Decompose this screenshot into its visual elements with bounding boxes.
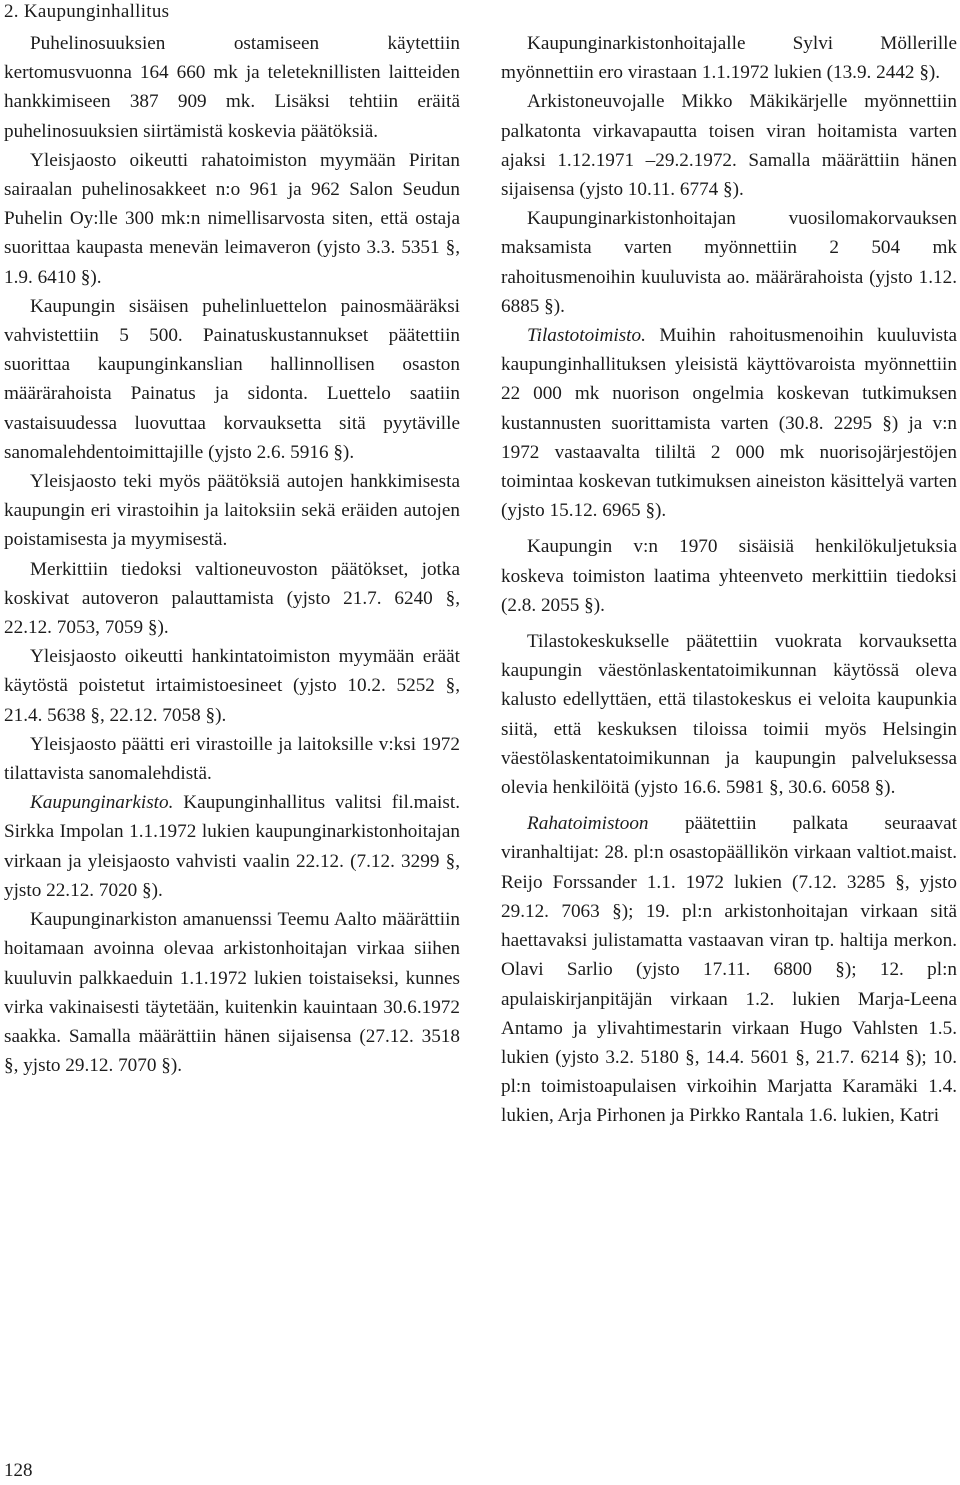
paragraph	[4, 146, 460, 292]
paragraph-text: Yleisjaosto oikeutti rahatoimiston myymään Piritan sairaalan puhelinosakkeet n:o 961 ja 962 Salon Seudun Puhelin Oy:lle 300 mk:n nimellisarvosta siten, että ostaja suorittaa kaupasta menevän leimaveron (yjsto 3.3. 5351 §, 1.9. 6410 §).	[4, 149, 460, 288]
running-head: 2. Kaupunginhallitus	[4, 1, 170, 22]
paragraph	[501, 87, 957, 204]
paragraph-text: Kaupunginhallitus valitsi fil.maist. Sirkka Impolan 1.1.1972 lukien kaupunginarkistonhoitajan virkaan ja yleisjaosto vahvisti vaalin 22.12. (7.12. 3299 §, yjsto 22.12. 7020 §).	[4, 792, 460, 901]
paragraph-text: Muihin rahoitusmenoihin kuuluvista kaupunginhallituksen yleisistä käyttövaroista myönnettiin 22 000 mk nuorison ongelmia koskevan tutkimuksen kustannusten suorittamista varten (30.8. 2295 §) ja v:n 1972 vastaavalta tililtä 2 000 mk nuorisojärjestöjen toimintaa koskevan tutkimuksen aineiston käsittelyä varten (yjsto 15.12. 6965 §).	[501, 325, 957, 522]
paragraph-lead: Tilastotoimisto.	[527, 325, 646, 347]
paragraph-text: Kaupungin v:n 1970 sisäisiä henkilökuljetuksia koskeva toimiston laatima yhteenveto merkittiin tiedoksi (2.8. 2055 §).	[501, 536, 957, 616]
paragraph	[4, 788, 460, 905]
right-column	[501, 22, 957, 1131]
paragraph-text: Yleisjaosto teki myös päätöksiä autojen hankkimisesta kaupungin eri virastoihin ja laitoksiin sekä eräiden autojen poistamisesta ja myymisestä.	[4, 471, 460, 551]
paragraph-lead: Rahatoimistoon	[527, 813, 649, 835]
paragraph-text: Kaupunginarkistonhoitajan vuosilomakorvauksen maksamista varten myönnettiin 2 504 mk rahoitusmenoihin kuuluvista ao. määrärahoista (yjsto 1.12. 6885 §).	[501, 208, 957, 317]
paragraph	[4, 905, 460, 1080]
paragraph	[501, 321, 957, 525]
paragraph	[4, 642, 460, 730]
paragraph-text: Kaupunginarkiston amanuenssi Teemu Aalto määrättiin hoitamaan avoinna olevaa arkistonhoitajan virkaa siihen kuuluvin palkkaeduin 1.1.1972 lukien toistaiseksi, kunnes virka vakinaisesti täytetään, kuitenkin kauintaan 30.6.1972 saakka. Samalla määrättiin hänen sijaisensa (27.12. 3518 §, yjsto 29.12. 7070 §).	[4, 909, 460, 1077]
paragraph	[501, 627, 957, 802]
paragraph-text: Merkittiin tiedoksi valtioneuvoston päätökset, jotka koskivat autoveron palauttamista (yjsto 21.7. 6240 §, 22.12. 7053, 7059 §).	[4, 558, 460, 639]
left-column	[4, 22, 460, 1080]
paragraph	[501, 809, 957, 1130]
paragraph	[501, 204, 957, 321]
paragraph	[4, 467, 460, 555]
paragraph-text: päätettiin palkata seuraavat viranhaltijat: 28. pl:n osastopäällikön virkaan valtiot.maist. Reijo Forssander 1.1. 1972 lukien (7.12. 3285 §, yjsto 29.12. 7063 §); 19. pl:n arkistonhoitajan virkaan sitä haettavaksi julistamatta vastaavan viran tp. haltija merkon. Olavi Sarlio (yjsto 17.11. 6800 §); 12. pl:n apulaiskirjanpitäjän virkaan 1.2. lukien Marja-Leena Antamo ja ylivahtimestarin virkaan Hugo Vahlsten 1.5. lukien (yjsto 3.2. 5180 §, 14.4. 5601 §, 21.7. 6214 §); 10. pl:n toimistoapulaisen virkoihin Marjatta Karamäki 1.4. lukien, Arja Pirhonen ja Pirkko Rantala 1.6. lukien, Katri	[501, 813, 957, 1127]
paragraph-text: Kaupunginarkistonhoitajalle Sylvi Möllerille myönnettiin ero virastaan 1.1.1972 lukien (13.9. 2442 §).	[501, 33, 957, 84]
paragraph	[4, 292, 460, 467]
paragraph	[4, 29, 460, 146]
paragraph-text: Yleisjaosto oikeutti hankintatoimiston myymään eräät käytöstä poistetut irtaimistoesineet (yjsto 10.2. 5252 §, 21.4. 5638 §, 22.12. 7058 §).	[4, 646, 460, 726]
paragraph-text: Puhelinosuuksien ostamiseen käytettiin kertomusvuonna 164 660 mk ja teleteknillisten laitteiden hankkimiseen 387 909 mk. Lisäksi tehtiin eräitä puhelinosuuksien siirtämistä koskevia päätöksiä.	[4, 33, 460, 142]
paragraph	[501, 532, 957, 620]
paragraph-text: Arkistoneuvojalle Mikko Mäkikärjelle myönnettiin palkatonta virkavapautta toisen viran hoitamista varten ajaksi 1.12.1971 –29.2.1972. Samalla määrättiin hänen sijaisensa (yjsto 10.11. 6774 §).	[501, 91, 957, 201]
paragraph-lead: Kaupunginarkisto.	[30, 792, 174, 814]
paragraph-text: Kaupungin sisäisen puhelinluettelon painosmääräksi vahvistettiin 5 500. Painatuskustannukset päätettiin suorittaa kaupunginkanslian hallinnollisen osaston määrärahoista Painatus ja sidonta. Luettelo saatiin vastaisuudessa luovuttaa korvauksetta sitä pyytäville sanomalehdentoimittajille (yjsto 2.6. 5916 §).	[4, 295, 460, 463]
paragraph-text: Yleisjaosto päätti eri virastoille ja laitoksille v:ksi 1972 tilattavista sanomalehdistä.	[4, 733, 460, 785]
paragraph	[501, 29, 957, 87]
paragraph	[4, 730, 460, 788]
paragraph	[4, 555, 460, 643]
paragraph-text: Tilastokeskukselle päätettiin vuokrata korvauksetta kaupungin väestönlaskentatoimikunnan käytössä oleva kalusto edellyttäen, että tilastokeskus ei veloita kaupunkia siitä, että keskuksen tiloissa toimii myös Helsingin väestölaskentatoimikunnan ja kaupungin palveluksessa olevia henkilöitä (yjsto 16.6. 5981 §, 30.6. 6058 §).	[501, 631, 957, 799]
page-number: 128	[4, 1460, 33, 1481]
